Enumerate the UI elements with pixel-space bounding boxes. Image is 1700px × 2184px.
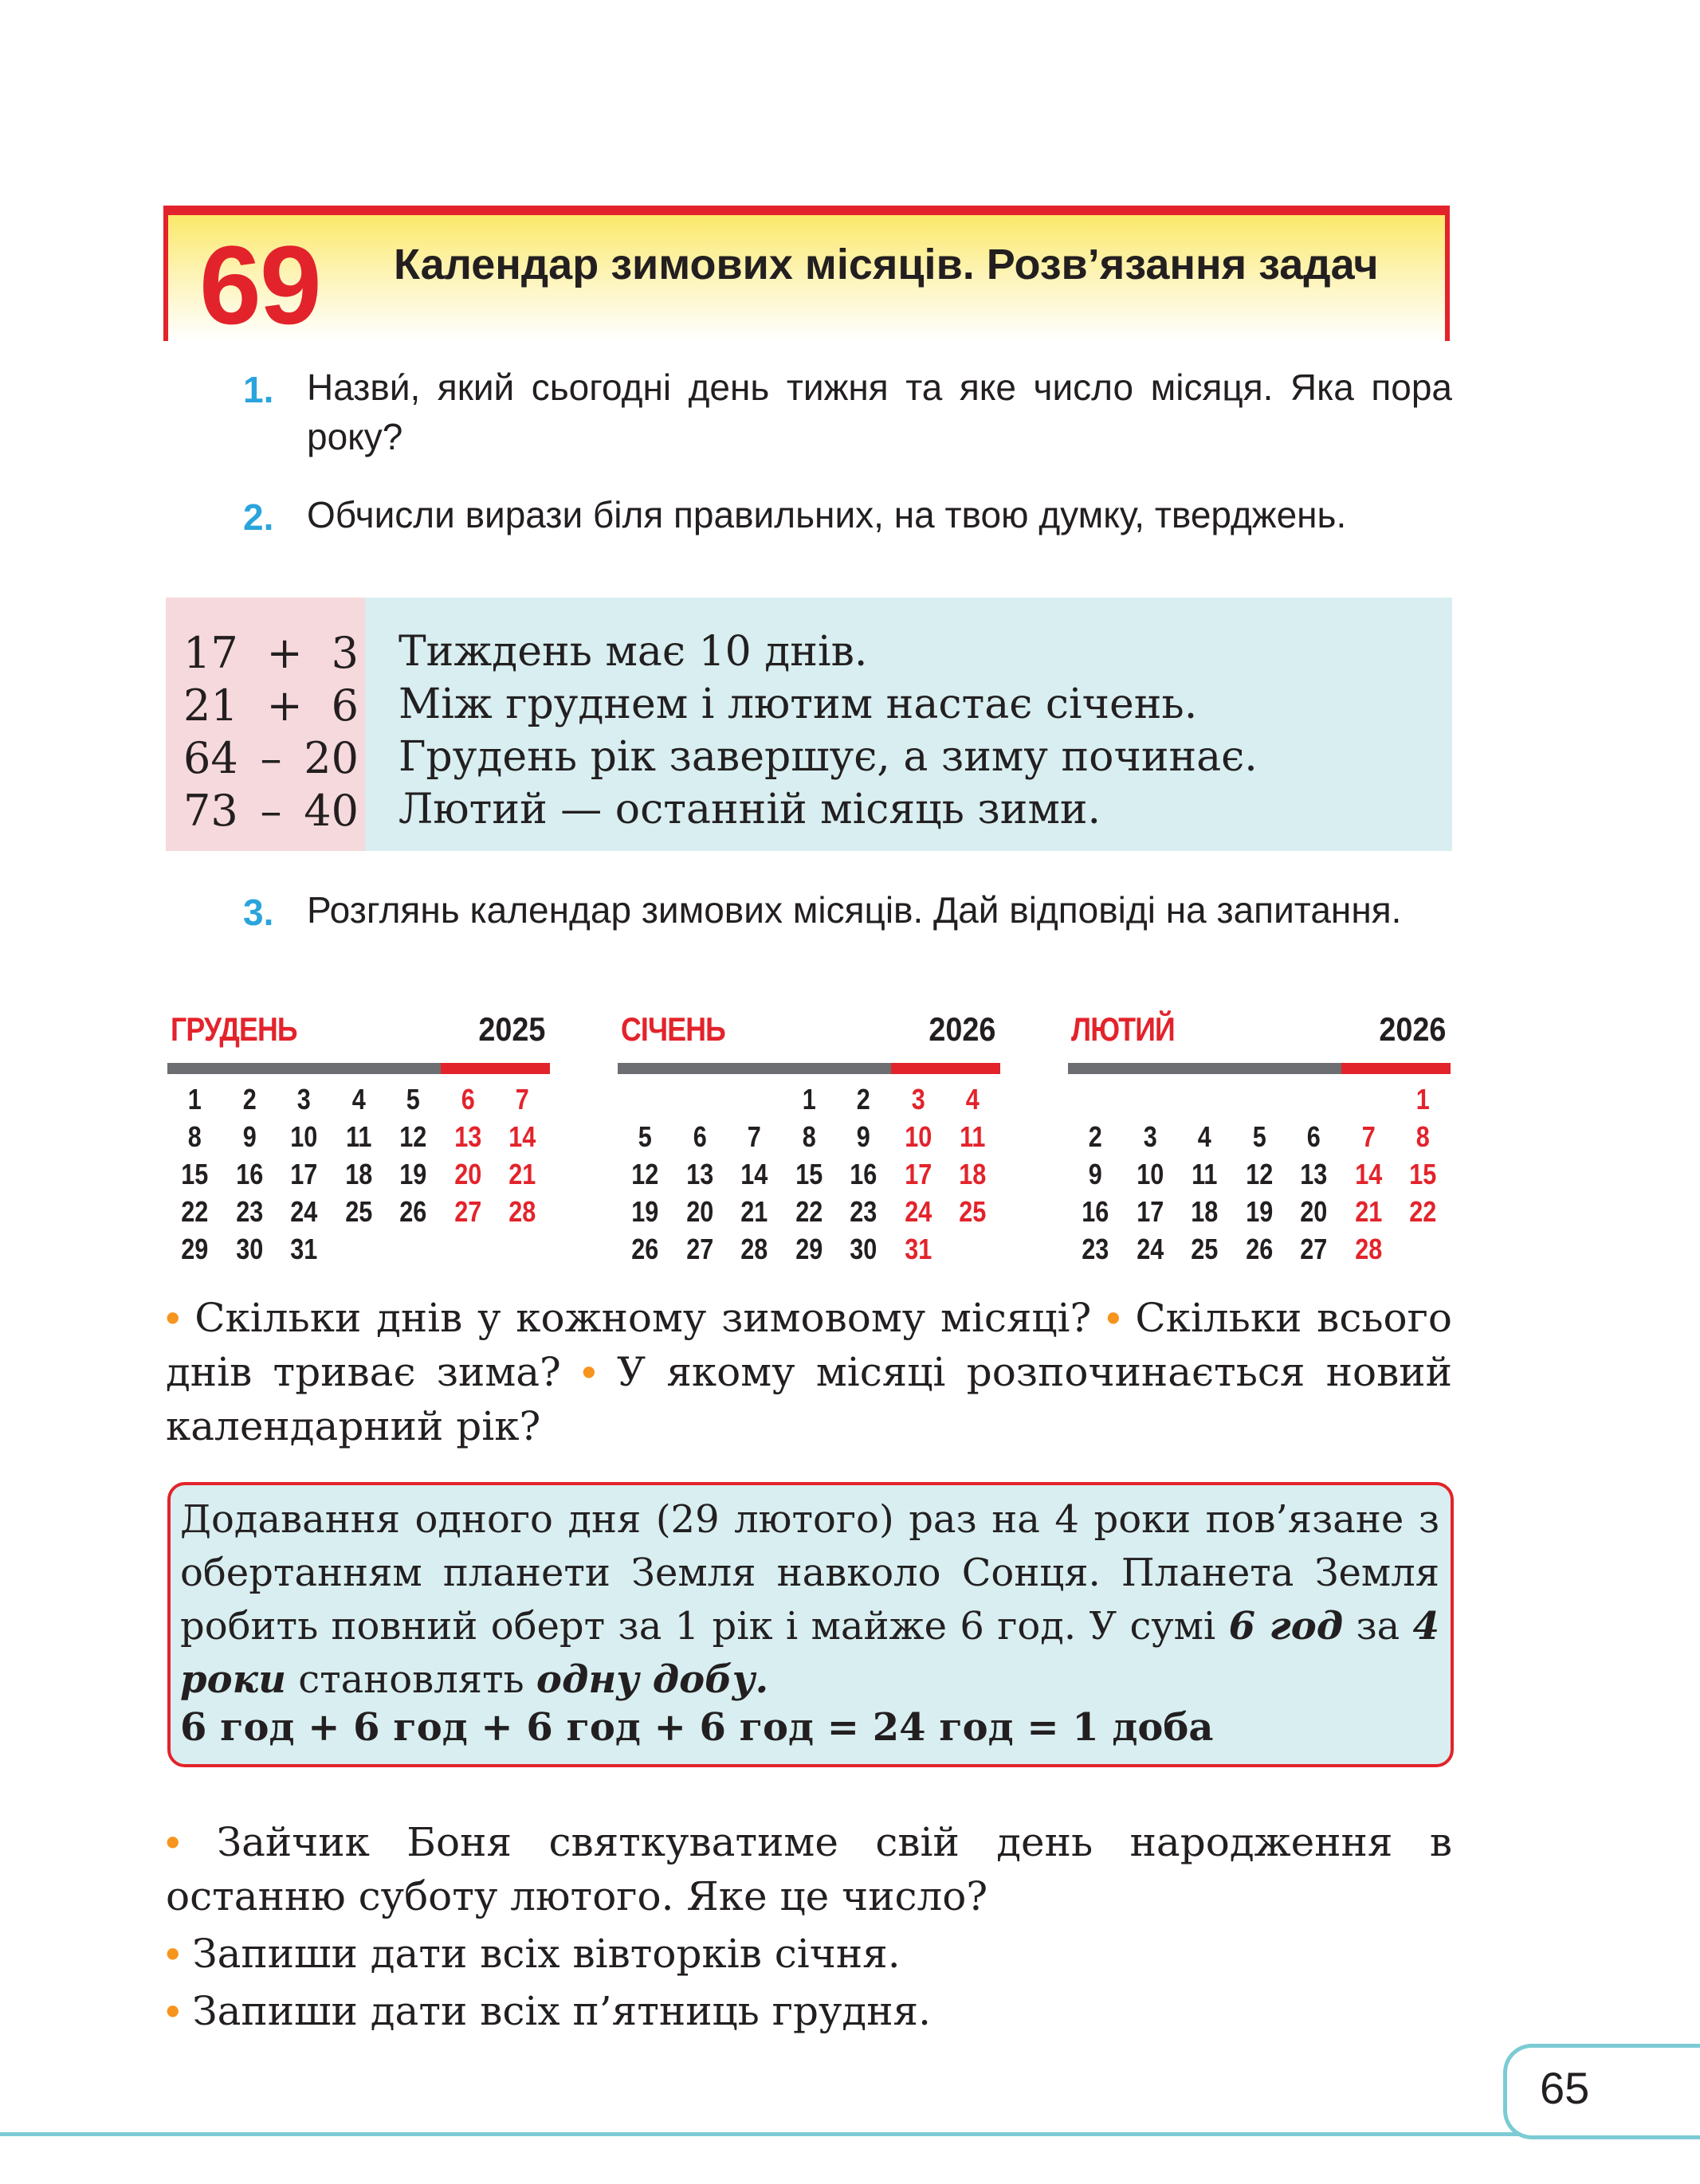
calendar-day: 10 [905, 1120, 932, 1153]
calendar-day: 20 [1300, 1195, 1328, 1228]
calendar-day: 25 [959, 1195, 987, 1228]
calendar-day: 1 [1416, 1083, 1431, 1116]
calendar-day: 5 [638, 1120, 652, 1153]
calendar-day: 5 [1252, 1120, 1266, 1153]
calendar-day: 18 [1191, 1195, 1219, 1228]
calendar-day: 14 [508, 1120, 536, 1153]
calendar-day: 30 [850, 1233, 877, 1265]
calendar-day: 12 [1245, 1158, 1274, 1190]
calendar-day: 26 [631, 1233, 659, 1265]
calendar-day: 9 [857, 1120, 871, 1153]
calendar-year: 2026 [928, 1010, 995, 1048]
calendar-day: 18 [344, 1158, 373, 1190]
calendar-day: 7 [516, 1083, 530, 1116]
calendar-january [618, 1010, 1000, 1268]
calendar-year: 2025 [477, 1010, 545, 1048]
lesson-title: Календар зимових місяців. Розв’язання задач [394, 241, 1379, 288]
question-text: У якому місяці розпочинається новий календарний рік? [166, 1349, 1452, 1449]
calendar-day: 28 [508, 1195, 536, 1228]
calendar-days-grid [1068, 1080, 1451, 1268]
bullet-icon: • [1106, 1296, 1121, 1340]
weekday-bar [1068, 1063, 1451, 1074]
bullet-icon: • [166, 1296, 180, 1340]
task-text-1: Назви́, який сьогодні день тижня та яке число місяця. Яка пора року? [307, 367, 1452, 457]
calendar-day: 27 [685, 1233, 713, 1265]
info-text [180, 1493, 1439, 1707]
calendar-days-grid [167, 1080, 550, 1268]
calendar-day: 27 [1300, 1233, 1328, 1265]
calendar-day: 9 [1088, 1158, 1102, 1190]
calendar-day: 4 [351, 1083, 366, 1116]
calendar-day: 16 [1082, 1195, 1109, 1228]
calendar-day: 15 [181, 1158, 209, 1190]
info-emphasis: одну добу [536, 1657, 756, 1702]
calendar-month-name: ЛЮТИЙ [1071, 1010, 1175, 1048]
calendar-day: 11 [960, 1120, 986, 1153]
calendar-year: 2026 [1378, 1010, 1446, 1048]
question-text: Скільки всього днів триває зима? [166, 1295, 1452, 1395]
calendar-day: 17 [290, 1158, 318, 1190]
calendar-day: 21 [740, 1195, 768, 1228]
calendar-day: 24 [905, 1195, 932, 1228]
calendar-day: 23 [1082, 1233, 1109, 1265]
statement-3: Грудень рік завершує, а зиму починає. [398, 733, 1258, 781]
statement-1: Тиждень має 10 днів. [398, 628, 868, 676]
question-text: Запиши дати всіх вівторків січня. [192, 1931, 901, 1977]
bullet-icon: • [582, 1350, 596, 1394]
calendar-day: 31 [905, 1233, 932, 1265]
calendar-day: 21 [508, 1158, 536, 1190]
calendar-day: 20 [685, 1195, 713, 1228]
calendar-day: 13 [1300, 1158, 1328, 1190]
info-emphasis: 6 год [1228, 1604, 1344, 1649]
calendar-day: 30 [235, 1233, 263, 1265]
expression-1: 17 + 3 [183, 628, 359, 678]
calendar-day: 28 [740, 1233, 768, 1265]
calendar-day: 14 [1355, 1158, 1383, 1190]
question-tuesdays [166, 1927, 1452, 1981]
calendar-day: 8 [1416, 1120, 1431, 1153]
bullet-icon: • [166, 1820, 180, 1864]
calendar-day: 17 [905, 1158, 932, 1190]
calendar-empty-cell [1286, 1080, 1341, 1118]
question-birthday [166, 1815, 1452, 1923]
calendar-day: 3 [911, 1083, 925, 1116]
calendar-day: 1 [187, 1083, 202, 1116]
calendar-empty-cell [1123, 1080, 1178, 1118]
calendar-day: 20 [454, 1158, 482, 1190]
calendar-day: 15 [1409, 1158, 1437, 1190]
calendar-empty-cell [1232, 1080, 1287, 1118]
calendar-day: 12 [631, 1158, 659, 1190]
question-text: Запиши дати всіх п’ятниць грудня. [192, 1988, 931, 2034]
question-fridays [166, 1984, 1452, 2038]
calendar-day: 6 [461, 1083, 475, 1116]
calendar-day: 23 [850, 1195, 877, 1228]
calendar-day: 11 [1192, 1158, 1218, 1190]
calendar-day: 17 [1136, 1195, 1164, 1228]
calendar-day: 3 [296, 1083, 311, 1116]
calendar-day: 9 [242, 1120, 257, 1153]
calendar-day: 5 [406, 1083, 421, 1116]
calendar-day: 14 [740, 1158, 768, 1190]
statement-4: Лютий — останній місяць зими. [398, 786, 1101, 833]
bullet-icon: • [166, 1989, 180, 2033]
expression-3: 64 – 20 [183, 733, 359, 783]
calendar-day: 26 [399, 1195, 427, 1228]
calendar-day: 27 [454, 1195, 482, 1228]
calendar-day: 2 [242, 1083, 257, 1116]
calendar-day: 10 [290, 1120, 318, 1153]
calendar-empty-cell [1068, 1080, 1123, 1118]
weekday-bar [167, 1063, 550, 1074]
calendar-empty-cell [673, 1080, 728, 1118]
calendar-days-grid [618, 1080, 1000, 1268]
calendar-day: 24 [290, 1195, 318, 1228]
calendar-day: 26 [1245, 1233, 1274, 1265]
calendar-day: 7 [747, 1120, 761, 1153]
page-number-tab [1503, 2044, 1700, 2139]
calendar-day: 3 [1143, 1120, 1157, 1153]
calendar-day: 19 [1245, 1195, 1274, 1228]
calendar-day: 25 [1191, 1233, 1219, 1265]
calendar-february [1068, 1010, 1451, 1268]
footer-line [0, 2132, 1700, 2136]
calendar-day: 23 [235, 1195, 263, 1228]
info-text-main: Додавання одного дня (29 лютого) раз на 4 роки пов’язане з обертанням планети Земля навколо Сонця. Планета Земля робить повний оберт за 1 рік і майже 6 год. У сумі [180, 1497, 1439, 1649]
calendar-day: 25 [344, 1195, 373, 1228]
calendar-day: 10 [1136, 1158, 1164, 1190]
calendar-day: 16 [235, 1158, 263, 1190]
calendar-day: 7 [1361, 1120, 1376, 1153]
task-number-3: 3. [243, 892, 274, 933]
info-emphasis: 4 роки [180, 1604, 1439, 1702]
calendar-day: 13 [685, 1158, 713, 1190]
calendar-day: 8 [187, 1120, 202, 1153]
task-text-2: Обчисли вирази біля правильних, на твою думку, тверджень. [307, 494, 1347, 535]
calendar-day: 18 [959, 1158, 987, 1190]
calendar-day: 29 [181, 1233, 209, 1265]
calendar-empty-cell [1177, 1080, 1232, 1118]
calendar-day: 22 [181, 1195, 209, 1228]
calendar-day: 22 [795, 1195, 823, 1228]
info-text-part: становлять [285, 1657, 536, 1702]
task-number-1: 1. [243, 369, 274, 410]
calendar-day: 13 [454, 1120, 482, 1153]
question-text: Зайчик Боня святкуватиме свій день народження в останню суботу лютого. Яке це число? [166, 1819, 1452, 1919]
calendar-day: 11 [345, 1120, 372, 1153]
calendar-day: 2 [857, 1083, 871, 1116]
expression-4: 73 – 40 [183, 786, 359, 836]
calendar-day: 16 [850, 1158, 877, 1190]
calendar-day: 2 [1088, 1120, 1102, 1153]
calendar-day: 4 [1197, 1120, 1211, 1153]
calendar-day: 15 [795, 1158, 823, 1190]
expression-2: 21 + 6 [183, 680, 359, 731]
question-text: Скільки днів у кожному зимовому місяці? [194, 1295, 1092, 1341]
info-text-part: за [1343, 1604, 1413, 1649]
calendar-day: 24 [1136, 1233, 1164, 1265]
calendar-empty-cell [618, 1080, 673, 1118]
calendar-day: 28 [1355, 1233, 1383, 1265]
calendar-day: 19 [399, 1158, 427, 1190]
calendar-december [167, 1010, 550, 1268]
calendar-day: 21 [1355, 1195, 1383, 1228]
calendar-day: 19 [631, 1195, 659, 1228]
calendar-day: 8 [802, 1120, 816, 1153]
calendar-month-name: ГРУДЕНЬ [171, 1010, 297, 1048]
questions-block-1 [166, 1291, 1452, 1453]
weekday-bar [618, 1063, 1000, 1074]
info-formula: 6 год + 6 год + 6 год + 6 год = 24 год = 1 доба [180, 1705, 1214, 1750]
statement-2: Між груднем і лютим настає січень. [398, 680, 1198, 728]
calendar-empty-cell [1341, 1080, 1396, 1118]
lesson-number: 69 [199, 222, 320, 347]
task-text-3: Розглянь календар зимових місяців. Дай відповіді на запитання. [307, 889, 1402, 931]
calendar-day: 31 [290, 1233, 318, 1265]
info-text-part: . [755, 1657, 769, 1702]
task-number-2: 2. [243, 496, 274, 538]
bullet-icon: • [166, 1931, 180, 1976]
calendar-month-name: СІЧЕНЬ [621, 1010, 725, 1048]
calendar-day: 29 [795, 1233, 823, 1265]
calendar-empty-cell [727, 1080, 782, 1118]
calendar-day: 1 [802, 1083, 816, 1116]
calendar-day: 22 [1409, 1195, 1437, 1228]
calendar-day: 12 [399, 1120, 427, 1153]
calendar-day: 4 [966, 1083, 980, 1116]
page-number: 65 [1540, 2063, 1590, 2113]
calendar-day: 6 [693, 1120, 707, 1153]
calendar-day: 6 [1307, 1120, 1321, 1153]
